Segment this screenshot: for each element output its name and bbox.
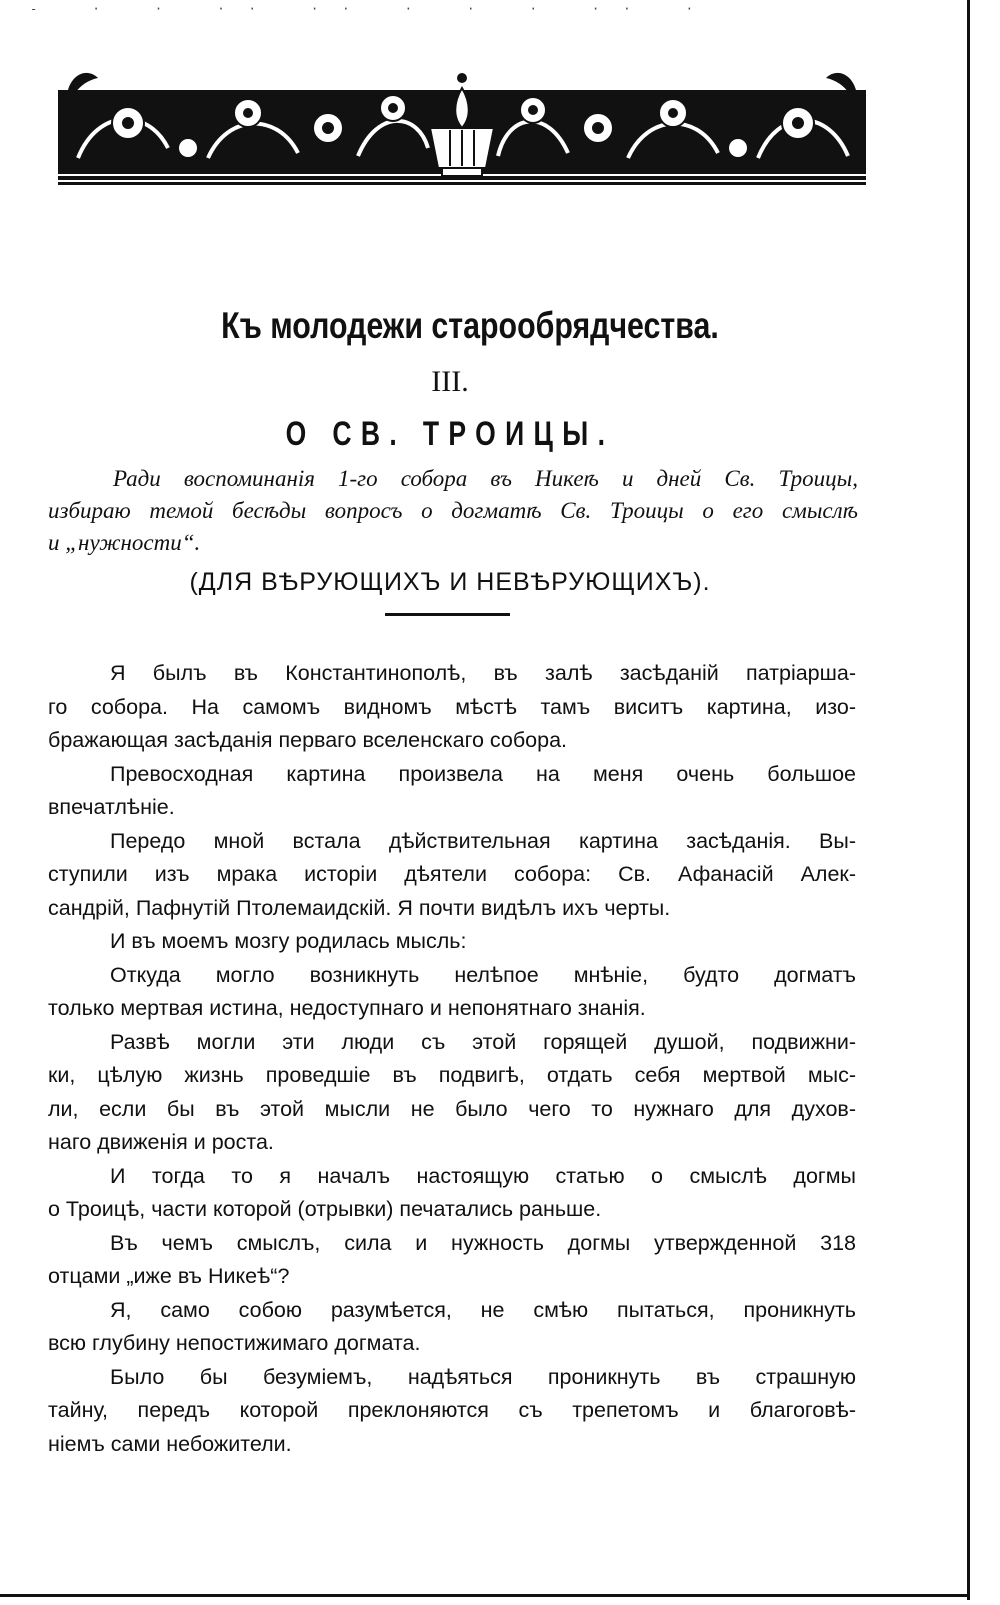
section-heading: О СВ. ТРОИЦЫ. [285,415,615,453]
floral-ornament-headpiece [58,68,866,186]
text-line: Превосходная картина произвела на меня очень большое [110,761,856,786]
text-line: Было бы безуміемъ, надѣяться проникнуть въ страшную [110,1364,856,1389]
text-line: бражающая засѣданія перваго вселенскаго собора. [48,728,568,752]
paragraph [48,825,856,926]
text-line: Въ чемъ смыслъ, сила и нужность догмы утвержденной 318 [110,1230,856,1255]
epigraph-line: и „нужности“. [48,530,201,555]
epigraph-line: Ради воспоминанія 1-го собора въ Никеѣ и дней Св. Троицы, [113,466,858,491]
text-line: Я былъ въ Константинополѣ, въ залѣ засѣданій патріарша- [110,661,856,685]
audience-note: (ДЛЯ ВѢРУЮЩИХЪ И НЕВѢРУЮЩИХЪ). [189,568,711,596]
text-line: наго движенія и роста. [48,1130,274,1154]
article-body [48,657,856,1461]
text-line: ступили изъ мрака исторіи дѣятели собора: Св. Афанасій Алек- [48,862,856,886]
paragraph [48,925,856,959]
section-divider [385,613,510,616]
text-line: отцами „иже въ Никеѣ“? [48,1264,290,1288]
epigraph [48,463,858,559]
text-line: тайну, передъ которой преклоняются съ трепетомъ и благоговѣ- [48,1398,856,1422]
epigraph-line: избираю темой бесѣды вопросъ о догматѣ Св. Троицы о его смыслѣ [48,498,858,523]
page-edge-right [967,0,970,1600]
text-line: ли, если бы въ этой мысли не было чего то нужнаго для духов- [48,1096,856,1121]
text-line: Откуда могло возникнуть нелѣпое мнѣніе, будто догматъ [110,962,856,987]
text-line: го собора. На самомъ видномъ мѣстѣ тамъ виситъ картина, изо- [48,694,856,719]
text-line: впечатлѣніе. [48,795,175,819]
paragraph [48,1361,856,1462]
paragraph [48,1026,856,1160]
page-edge-bottom [0,1594,970,1597]
article-title: Къ молодежи старообрядчества. [221,305,719,346]
text-line: ки, цѣлую жизнь проведшіе въ подвигѣ, отдать себя мертвой мыс- [48,1063,856,1087]
text-line: Я, само собою разумѣется, не смѣю пытаться, проникнуть [110,1297,856,1322]
paragraph [48,959,856,1026]
text-line: Передо мной встала дѣйствительная картина засѣданія. Вы- [110,828,856,853]
text-line: И въ моемъ мозгу родилась мысль: [110,929,467,953]
paragraph [48,758,856,825]
text-line: ніемъ сами небожители. [48,1431,292,1456]
part-number: III. [431,365,469,398]
paragraph [48,1294,856,1361]
paragraph [48,1227,856,1294]
text-line: И тогда то я началъ настоящую статью о смыслѣ догмы [110,1163,856,1188]
paragraph [48,657,856,758]
text-line: Развѣ могли эти люди съ этой горящей душой, подвижни- [110,1029,856,1054]
text-line: о Троицѣ, части которой (отрывки) печатались раньше. [48,1197,602,1221]
text-line: сандрій, Пафнутій Птолемаидскій. Я почти видѣлъ ихъ черты. [48,895,671,920]
scan-dust-marks: - · · ·· ·· · · · ·· · [30,2,717,16]
text-line: всю глубину непостижимаго догмата. [48,1331,421,1355]
text-line: только мертвая истина, недоступнаго и непонятнаго знанія. [48,996,646,1020]
paragraph [48,1160,856,1227]
